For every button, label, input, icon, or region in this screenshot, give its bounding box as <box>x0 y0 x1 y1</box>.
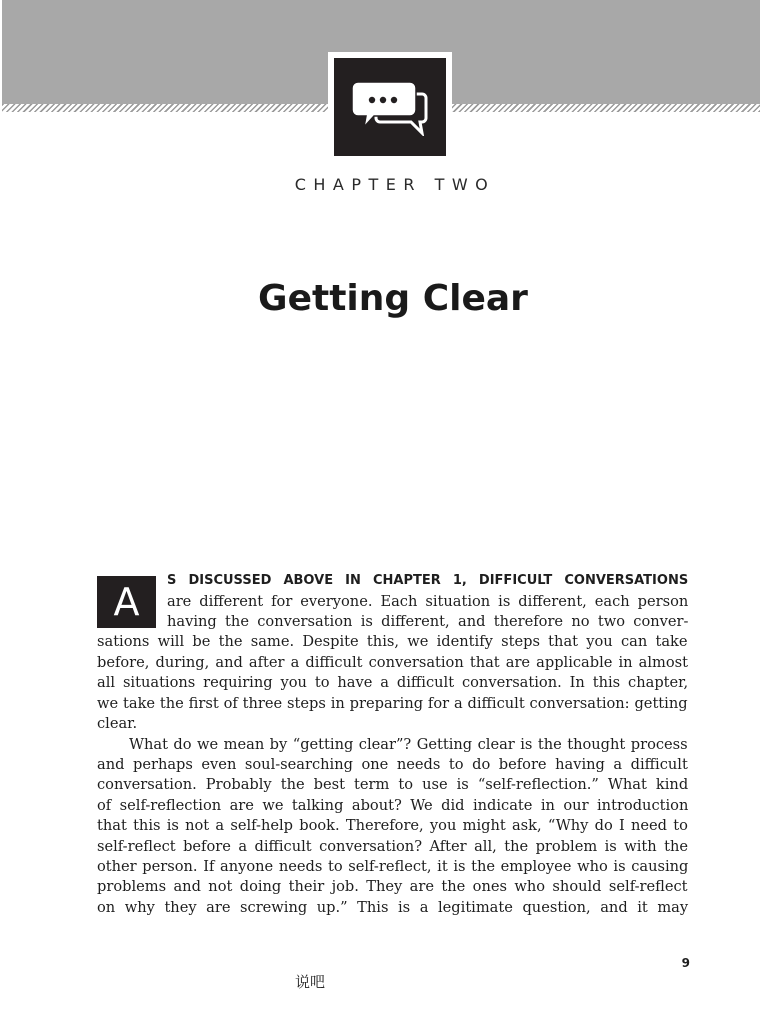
body-line: before, during, and after a difficult conversation that are applicable in almost <box>97 654 688 671</box>
speech-bubbles-icon <box>350 80 430 136</box>
body-line: sations will be the same. Despite this, we identify steps that you can take <box>97 633 688 650</box>
page-number: 9 <box>681 956 690 970</box>
chapter-icon-box <box>334 58 446 156</box>
body-line: What do we mean by “getting clear”? Getting clear is the thought process <box>129 736 688 753</box>
body-line: having the conversation is different, and therefore no two conver- <box>167 613 689 630</box>
body-line: self-reflect before a difficult conversation? After all, the problem is with the <box>97 838 689 855</box>
body-line: are different for everyone. Each situation is different, each person <box>167 593 689 610</box>
body-line: problems and not doing their job. They are the ones who should self-reflect <box>97 878 688 895</box>
body-line: and perhaps even soul-searching one needs to do before having a difficult <box>97 756 688 773</box>
drop-cap: A <box>97 576 156 628</box>
body-line: that this is not a self-help book. Therefore, you might ask, “Why do I need to <box>97 817 688 834</box>
body-line: we take the first of three steps in preparing for a difficult conversation: getting <box>97 695 688 712</box>
watermark-text: 说吧 <box>295 973 326 991</box>
chapter-label: CHAPTER TWO <box>294 175 496 194</box>
body-line: clear. <box>97 715 138 732</box>
body-line: other person. If anyone needs to self-reflect, it is the employee who is causing <box>97 858 689 875</box>
body-line: on why they are screwing up.” This is a legitimate question, and it may <box>97 899 689 916</box>
body-line: all situations requiring you to have a difficult conversation. In this chapter, <box>97 674 689 691</box>
chapter-title: Getting Clear <box>258 278 528 319</box>
body-line: of self-reflection are we talking about? We did indicate in our introduction <box>97 797 689 814</box>
body-line: S DISCUSSED ABOVE IN CHAPTER 1, DIFFICULT CONVERSATIONS <box>167 573 689 588</box>
body-line: conversation. Probably the best term to use is “self-reflection.” What kind <box>97 776 689 793</box>
